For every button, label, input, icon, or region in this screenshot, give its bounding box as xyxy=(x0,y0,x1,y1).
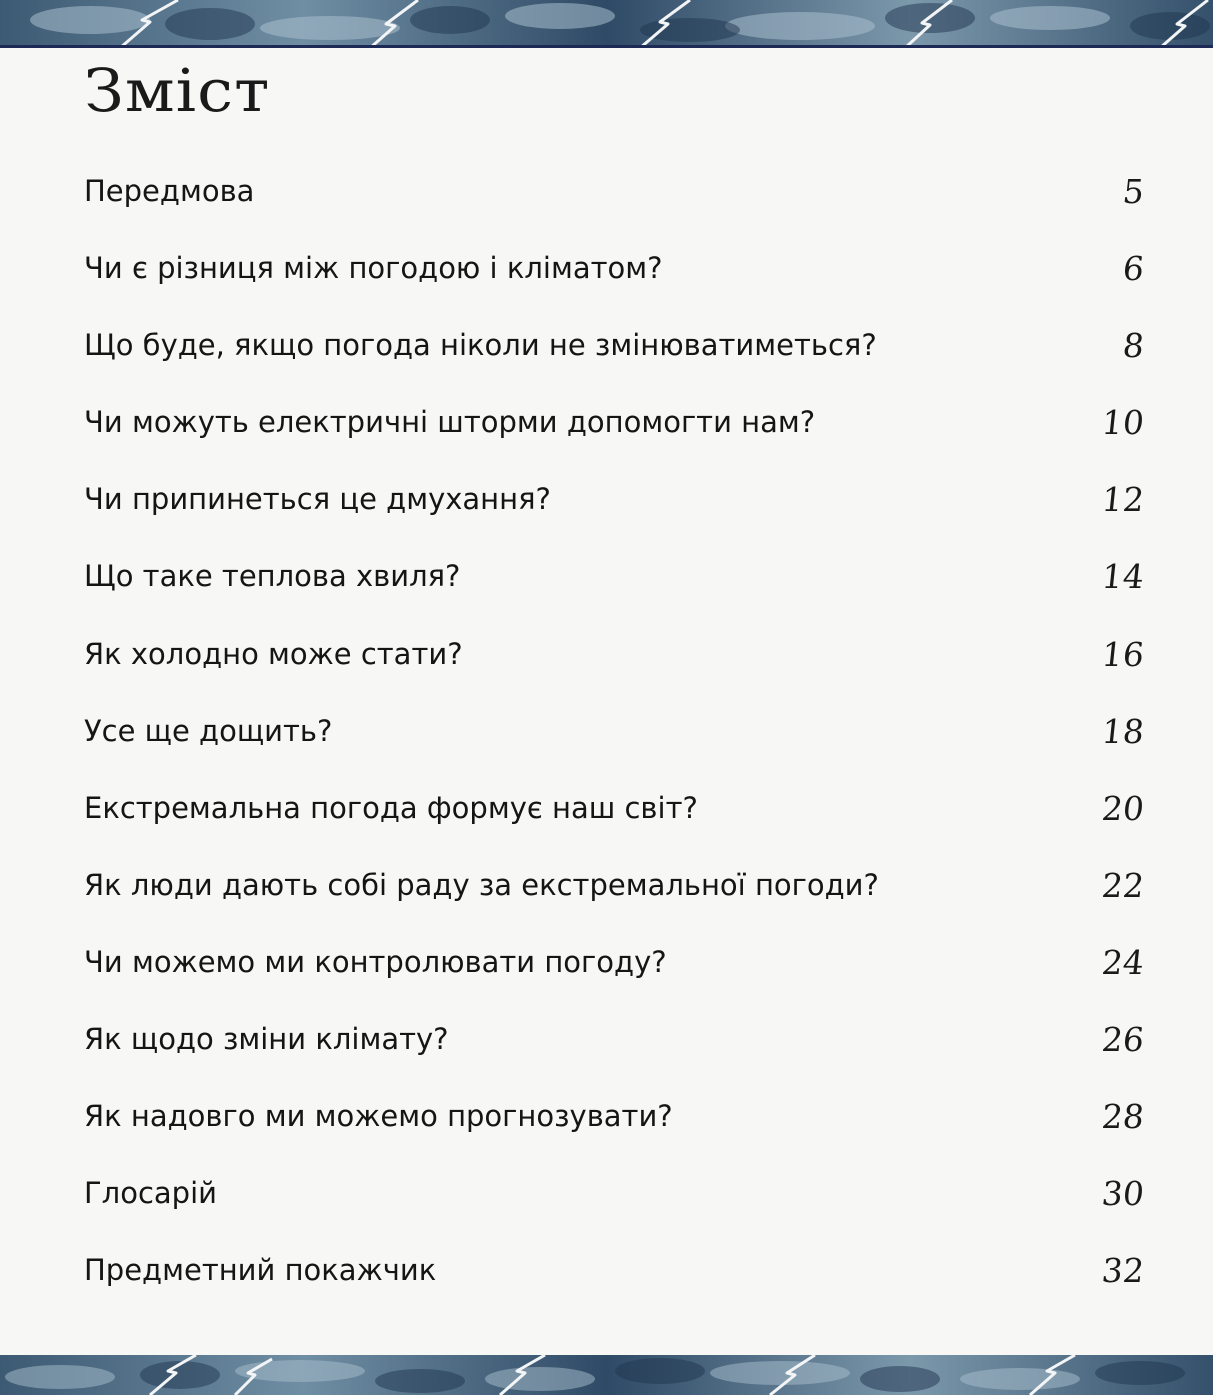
toc-entry-title: Екстремальна погода формує наш світ? xyxy=(84,790,698,825)
toc-entry-page-number: 12 xyxy=(1099,480,1147,520)
toc-entry-page-number: 30 xyxy=(1099,1174,1147,1214)
page-title: Зміст xyxy=(84,57,271,126)
toc-entry-page-number: 32 xyxy=(1099,1251,1147,1291)
toc-entry-control-weather[interactable] xyxy=(84,935,1146,1012)
toc-entry-subject-index[interactable] xyxy=(84,1243,1146,1320)
toc-entry-title: Усе ще дощить? xyxy=(84,713,333,748)
toc-entry-still-raining[interactable] xyxy=(84,704,1146,781)
toc-entry-title: Чи припинеться це дмухання? xyxy=(84,482,551,517)
toc-entry-blowing-stop[interactable] xyxy=(84,472,1146,549)
toc-entry-page-number: 5 xyxy=(1120,172,1147,211)
toc-entry-title: Предметний покажчик xyxy=(84,1253,437,1288)
toc-entry-title: Чи є різниця між погодою і кліматом? xyxy=(84,251,663,286)
toc-entry-page-number: 8 xyxy=(1120,326,1147,366)
toc-entry-title: Чи можуть електричні шторми допомогти нам? xyxy=(84,405,816,440)
toc-entry-title: Передмова xyxy=(84,174,255,208)
toc-entry-weather-never-changes[interactable] xyxy=(84,318,1146,395)
toc-entry-page-number: 10 xyxy=(1099,403,1147,443)
toc-entry-page-number: 16 xyxy=(1099,634,1147,674)
toc-entry-title: Як холодно може стати? xyxy=(84,636,463,671)
toc-entry-how-cold[interactable] xyxy=(84,627,1146,704)
toc-entry-page-number: 28 xyxy=(1099,1097,1147,1137)
top-divider-line xyxy=(0,45,1213,48)
table-of-contents xyxy=(84,164,1146,1320)
toc-entry-page-number: 6 xyxy=(1120,249,1147,289)
toc-entry-page-number: 20 xyxy=(1099,788,1147,828)
toc-entry-extreme-weather-world[interactable] xyxy=(84,781,1146,858)
toc-entry-weather-vs-climate[interactable] xyxy=(84,241,1146,318)
toc-entry-page-number: 14 xyxy=(1099,557,1147,597)
toc-entry-page-number: 24 xyxy=(1099,942,1147,982)
decorative-bottom-band xyxy=(0,1355,1213,1395)
toc-entry-heat-wave[interactable] xyxy=(84,549,1146,626)
toc-entry-climate-change[interactable] xyxy=(84,1012,1146,1089)
toc-entry-title: Як люди дають собі раду за екстремальної погоди? xyxy=(84,867,879,902)
toc-entry-title: Що таке теплова хвиля? xyxy=(84,559,461,594)
toc-entry-title: Чи можемо ми контролювати погоду? xyxy=(84,944,667,979)
toc-entry-people-cope[interactable] xyxy=(84,858,1146,935)
toc-entry-electric-storms[interactable] xyxy=(84,395,1146,472)
toc-entry-page-number: 18 xyxy=(1099,711,1147,751)
toc-entry-title: Що буде, якщо погода ніколи не змінюватиметься? xyxy=(84,328,877,363)
toc-entry-foreword[interactable] xyxy=(84,164,1146,241)
decorative-top-band xyxy=(0,0,1213,48)
toc-entry-title: Як щодо зміни клімату? xyxy=(84,1022,449,1057)
toc-entry-page-number: 26 xyxy=(1099,1020,1147,1060)
toc-entry-forecast-range[interactable] xyxy=(84,1089,1146,1166)
toc-entry-page-number: 22 xyxy=(1099,865,1147,905)
toc-entry-glossary[interactable] xyxy=(84,1166,1146,1243)
toc-entry-title: Як надовго ми можемо прогнозувати? xyxy=(84,1099,673,1134)
toc-entry-title: Глосарій xyxy=(84,1176,217,1211)
